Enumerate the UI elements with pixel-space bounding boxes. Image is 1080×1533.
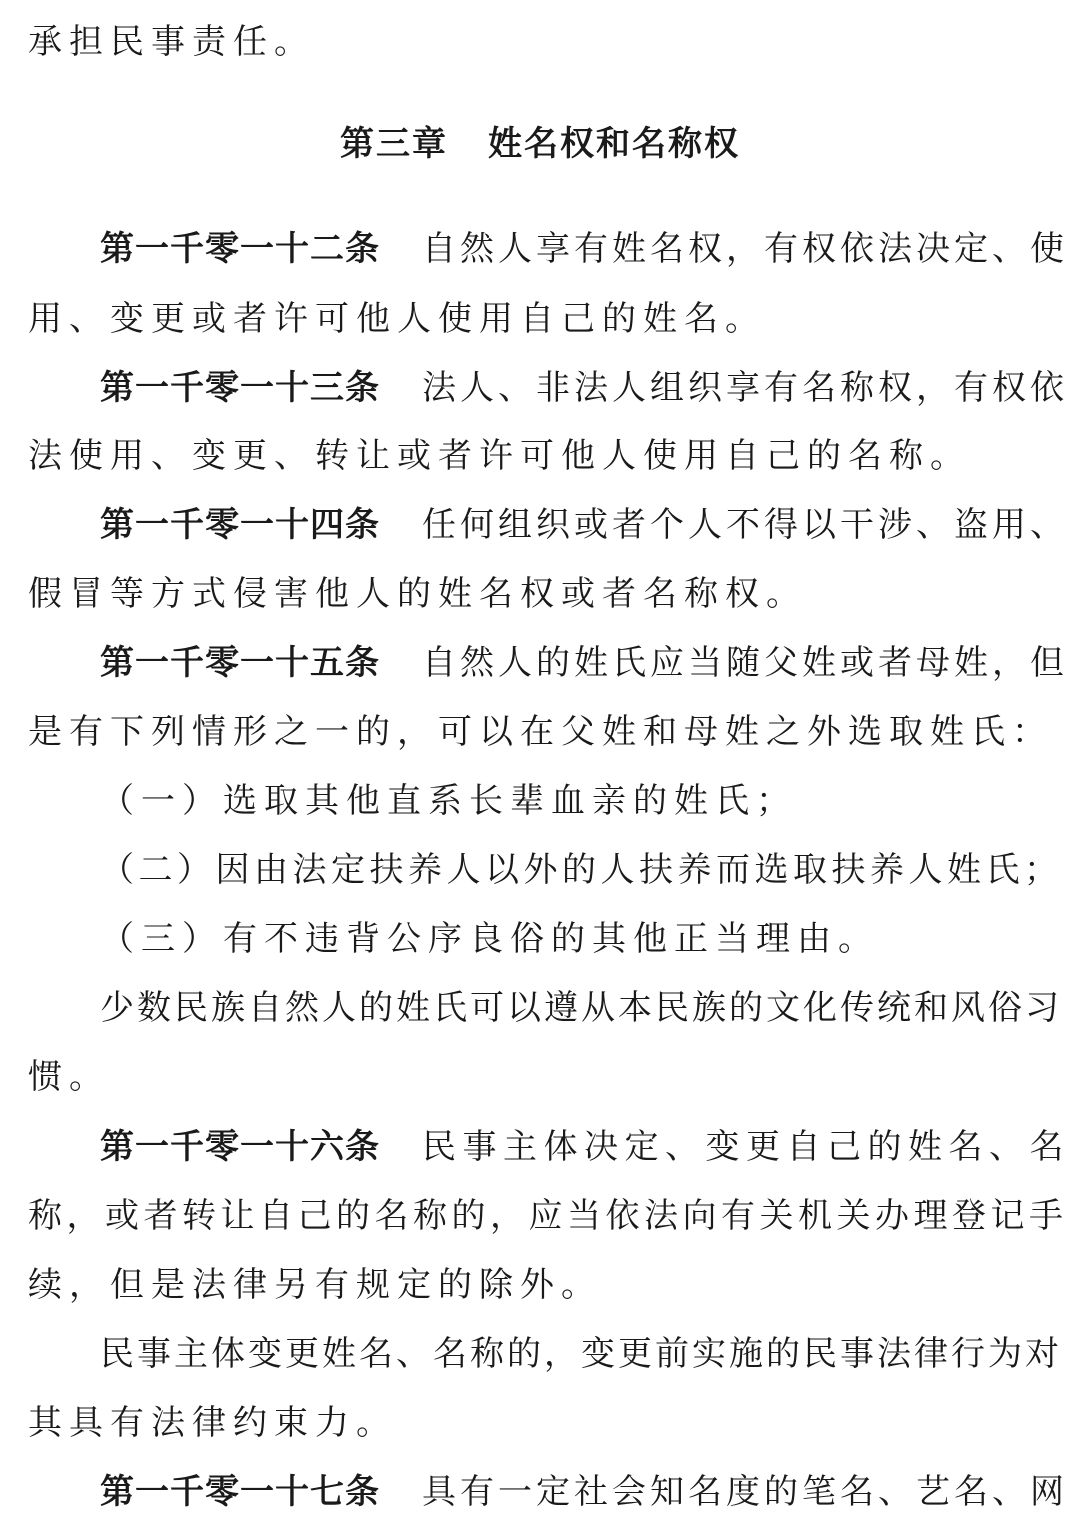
article-1016-line-3: 续，但是法律另有规定的除外。 (28, 1265, 602, 1305)
article-label: 第一千零一十五条 (100, 643, 380, 683)
article-text: 具有一定社会知名度的笔名、艺名、网 (422, 1472, 1068, 1512)
article-1015-para-2-line-2: 惯。 (28, 1057, 110, 1097)
chapter-number: 第三章 (340, 124, 448, 164)
article-text: 自然人的姓氏应当随父姓或者母姓，但 (422, 643, 1068, 683)
article-1017-line-1 (100, 1469, 1068, 1515)
article-label: 第一千零一十四条 (100, 505, 380, 545)
article-1014-line-1 (100, 502, 1068, 548)
article-1012-line-1 (100, 226, 1068, 272)
article-1012-line-2: 用、变更或者许可他人使用自己的姓名。 (28, 299, 766, 339)
article-1013-line-1 (100, 365, 1068, 411)
article-text: 法人、非法人组织享有名称权，有权依 (422, 368, 1068, 408)
article-1016-para-2-line-1: 民事主体变更姓名、名称的，变更前实施的民事法律行为对 (100, 1334, 1062, 1374)
article-label: 第一千零一十六条 (100, 1127, 380, 1167)
chapter-title: 姓名权和名称权 (488, 124, 740, 164)
article-label: 第一千零一十七条 (100, 1472, 380, 1512)
article-1016-line-1 (100, 1124, 1070, 1170)
article-label: 第一千零一十三条 (100, 368, 380, 408)
fragment-line: 承担民事责任。 (28, 22, 315, 62)
article-1015-line-2: 是有下列情形之一的，可以在父姓和母姓之外选取姓氏： (28, 712, 1053, 752)
chapter-heading (340, 121, 740, 167)
article-1013-line-2: 法使用、变更、转让或者许可他人使用自己的名称。 (28, 436, 971, 476)
article-1015-item-2: （二）因由法定扶养人以外的人扶养而选取扶养人姓氏； (100, 850, 1063, 890)
article-label: 第一千零一十二条 (100, 229, 380, 269)
article-text: 自然人享有姓名权，有权依法决定、使 (422, 229, 1068, 269)
article-1015-para-2-line-1: 少数民族自然人的姓氏可以遵从本民族的文化传统和风俗习 (100, 988, 1062, 1028)
article-1015-item-3: （三）有不违背公序良俗的其他正当理由。 (100, 919, 879, 959)
article-1015-line-1 (100, 640, 1068, 686)
article-1015-item-1: （一）选取其他直系长辈血亲的姓氏； (100, 781, 797, 821)
article-text: 任何组织或者个人不得以干涉、盗用、 (422, 505, 1068, 545)
article-1016-line-2: 称，或者转让自己的名称的，应当依法向有关机关办理登记手 (28, 1196, 1068, 1236)
article-1014-line-2: 假冒等方式侵害他人的姓名权或者名称权。 (28, 574, 807, 614)
article-text: 民事主体决定、变更自己的姓名、名 (422, 1127, 1070, 1167)
article-1016-para-2-line-2: 其具有法律约束力。 (28, 1403, 397, 1443)
